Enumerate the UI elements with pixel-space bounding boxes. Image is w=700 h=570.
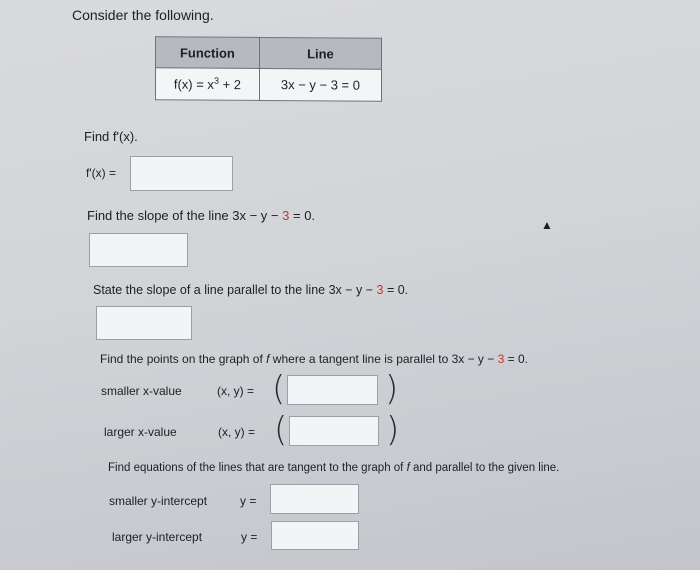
table-header-line: Line — [259, 37, 381, 69]
function-tail: + 2 — [218, 77, 241, 93]
smaller-x-label: smaller x-value — [101, 384, 182, 398]
points-prompt: Find the points on the graph of f where a tangent line is parallel to 3x − y − 3 = 0. — [100, 352, 528, 366]
function-line-table — [155, 36, 382, 102]
slope-prompt: Find the slope of the line 3x − y − 3 = 0. — [87, 208, 316, 223]
larger-close-paren: ) — [386, 410, 400, 450]
larger-y-label: y = — [241, 530, 258, 544]
smaller-y-label: y = — [240, 494, 257, 508]
parallel-slope-input[interactable] — [96, 306, 192, 340]
table-cell-function — [156, 68, 260, 101]
smaller-intercept-label: smaller y-intercept — [109, 494, 208, 508]
larger-intercept-label: larger y-intercept — [112, 530, 203, 544]
larger-point-input[interactable] — [289, 416, 379, 446]
function-exponent: 3 — [213, 75, 219, 86]
smaller-close-paren: ) — [385, 369, 399, 409]
slope-input[interactable] — [89, 233, 188, 267]
larger-xy-label: (x, y) = — [218, 425, 256, 439]
derivative-input[interactable] — [130, 156, 233, 191]
larger-intercept-input[interactable] — [271, 521, 359, 550]
parallel-slope-prompt: State the slope of a line parallel to the line 3x − y − 3 = 0. — [93, 283, 409, 297]
table-cell-line — [259, 68, 381, 101]
derivative-label: f'(x) = — [86, 166, 116, 180]
smaller-point-input[interactable] — [287, 375, 378, 405]
function-text: f(x) = x — [173, 76, 214, 93]
mouse-cursor-icon: ▲ — [541, 218, 553, 232]
tangent-lines-prompt: Find equations of the lines that are tangent to the graph of f and parallel to the given line. — [108, 462, 560, 474]
page-heading: Consider the following. — [72, 7, 214, 23]
line-equation: 3x − y − 3 = 0 — [280, 77, 360, 93]
smaller-intercept-input[interactable] — [270, 484, 359, 514]
smaller-xy-label: (x, y) = — [217, 384, 255, 398]
larger-x-label: larger x-value — [104, 425, 177, 439]
larger-open-paren: ( — [274, 410, 288, 450]
derivative-prompt: Find f'(x). — [84, 129, 138, 144]
table-header-function: Function — [156, 37, 260, 69]
smaller-open-paren: ( — [272, 369, 286, 409]
